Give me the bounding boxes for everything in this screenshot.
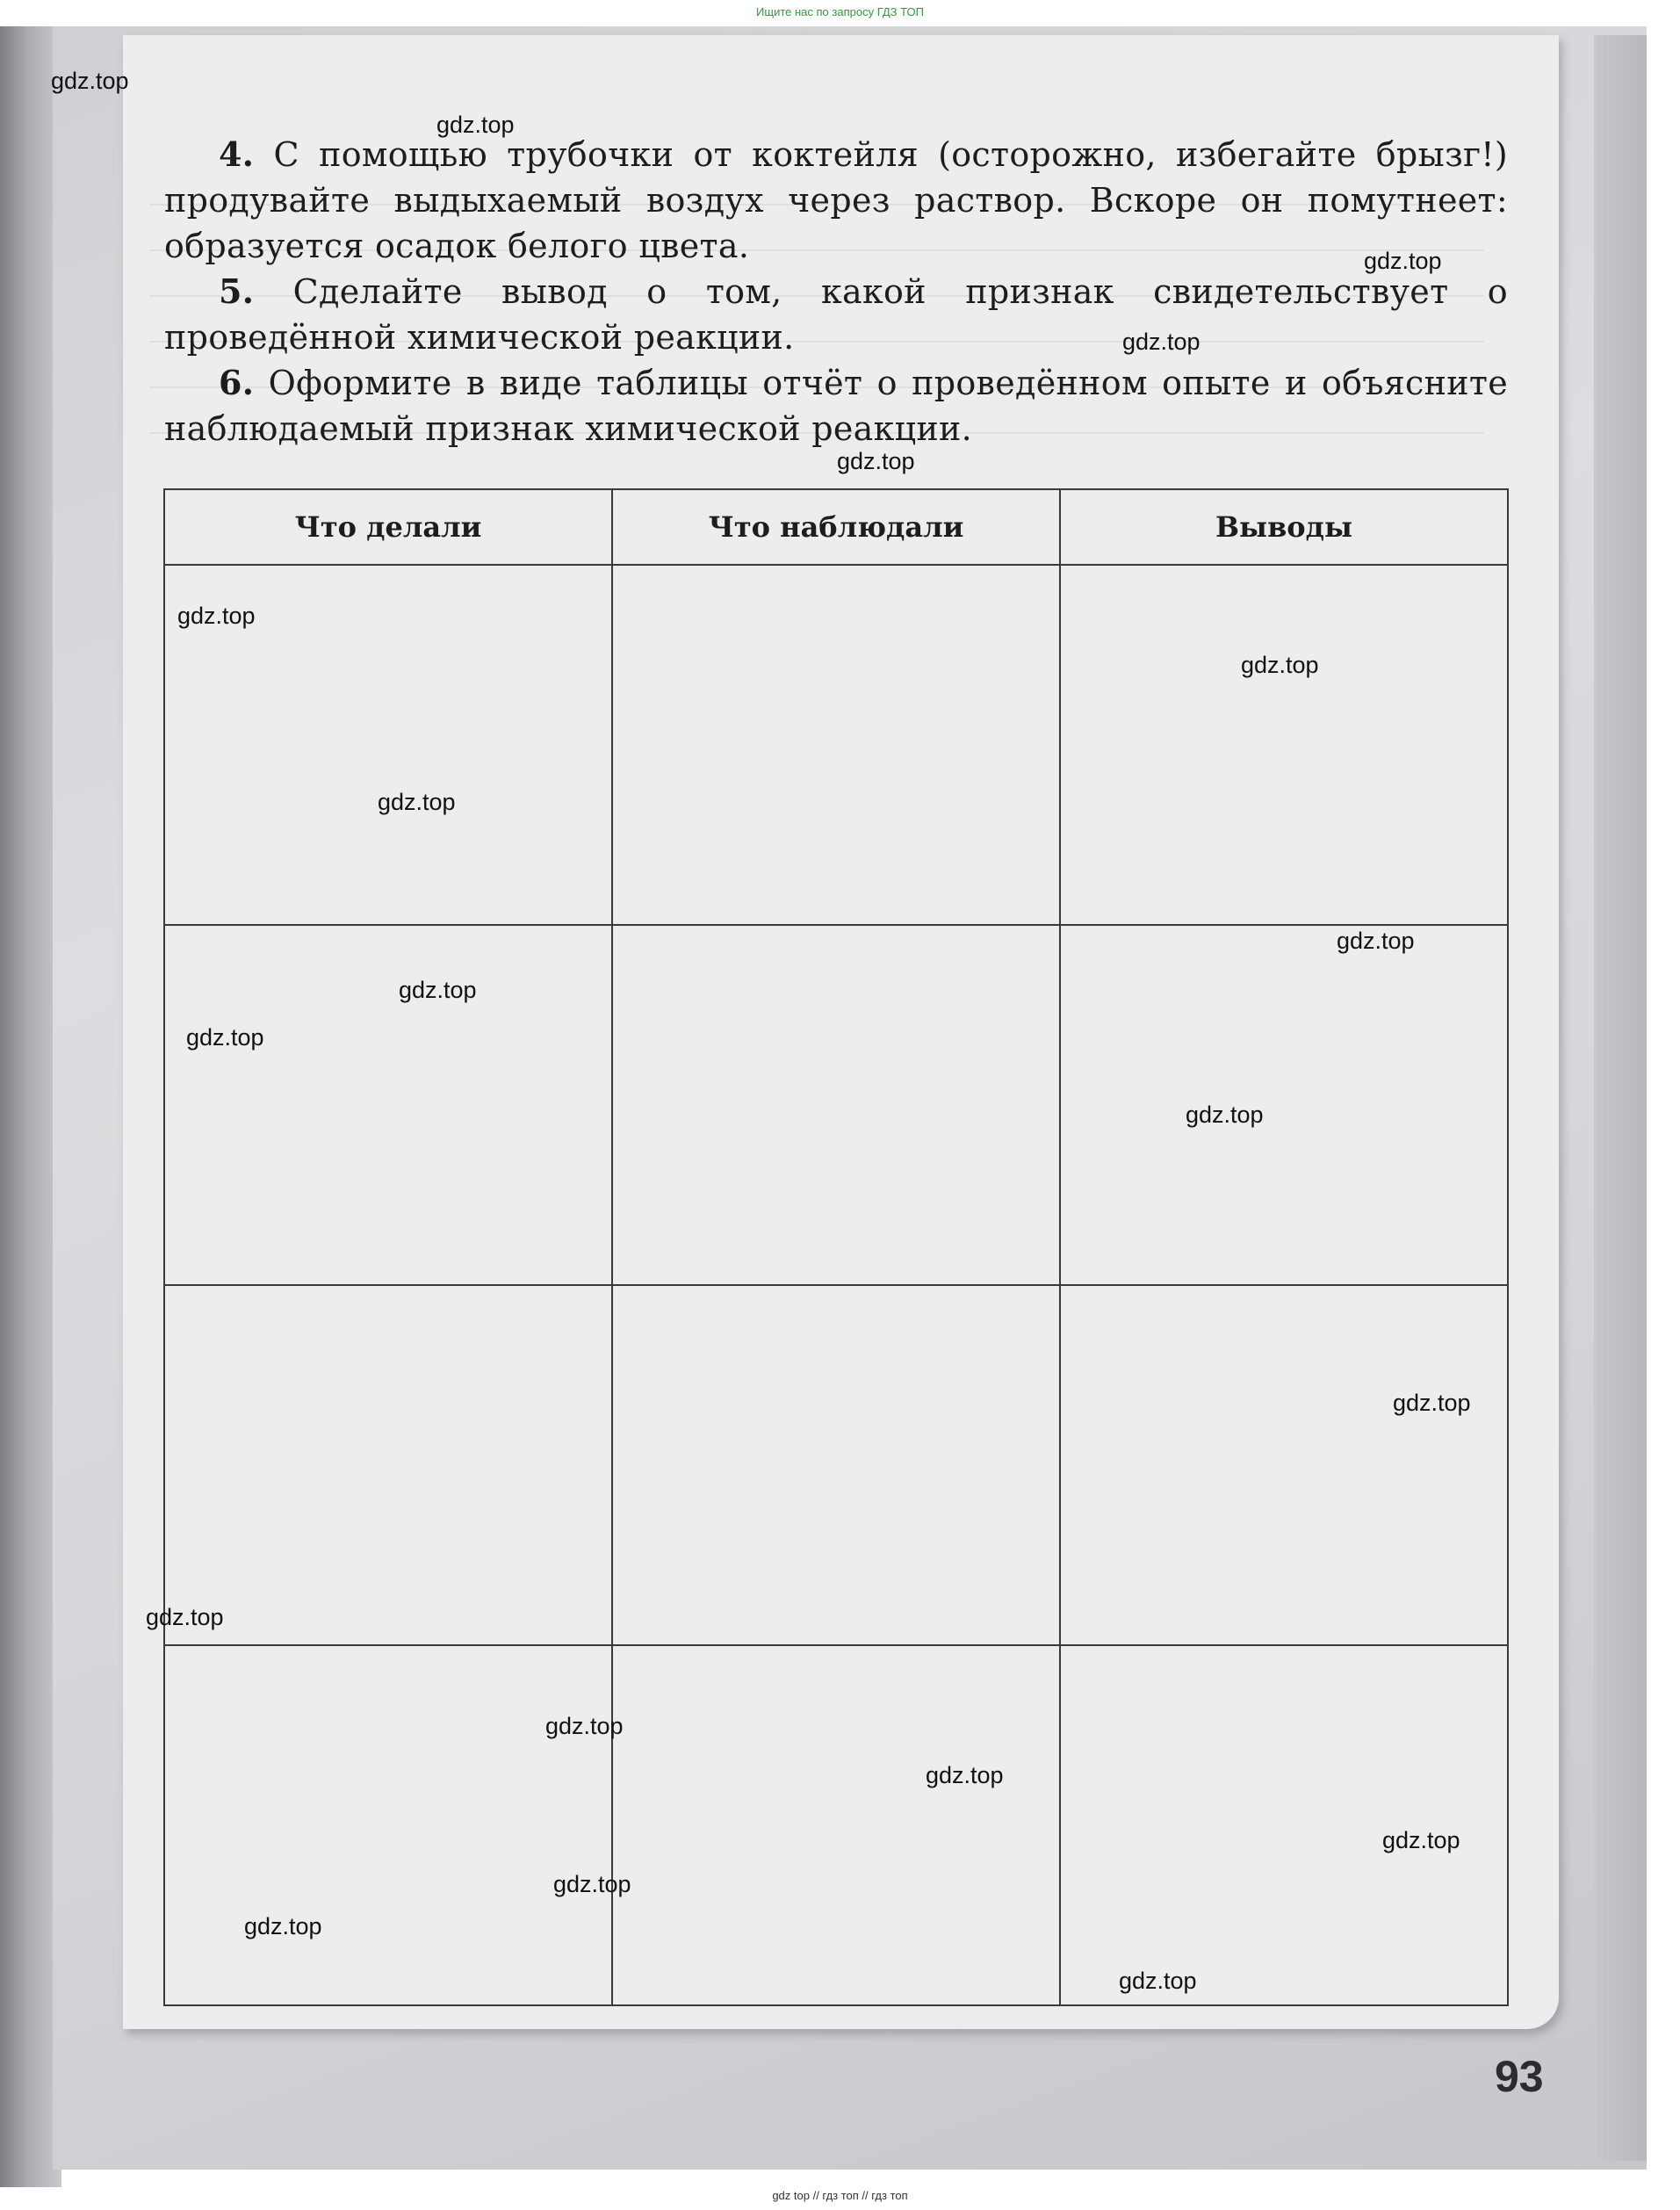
watermark: gdz.top — [1119, 1968, 1197, 1994]
watermark: gdz.top — [545, 1713, 624, 1739]
watermark: gdz.top — [1186, 1101, 1264, 1128]
watermark: gdz.top — [51, 68, 129, 94]
step-text: С помощью трубочки от коктейля (осторожно, избегайте брызг!) продувайте выдыхаемый воздух через раствор. Вскоре он помутнеет: образуется осадок белого цвета. — [164, 135, 1508, 265]
table-cell — [1060, 925, 1508, 1285]
watermark: gdz.top — [553, 1871, 631, 1897]
instructions-block — [164, 132, 1508, 451]
step-text: Оформите в виде таблицы отчёт о проведённом опыте и объясните наблюдаемый признак химической реакции. — [164, 364, 1508, 448]
instruction-step — [164, 360, 1508, 451]
bottom-banner[interactable]: gdz top // гдз топ // гдз топ — [772, 2189, 908, 2202]
table-row — [164, 925, 1508, 1285]
table-cell — [1060, 1285, 1508, 1645]
page-number: 93 — [1495, 2052, 1544, 2101]
table-cell — [612, 565, 1060, 925]
watermark: gdz.top — [186, 1024, 264, 1051]
watermark: gdz.top — [1241, 652, 1319, 678]
step-number: 4. — [219, 134, 255, 174]
table-cell — [1060, 1645, 1508, 2005]
table-cell — [164, 1285, 612, 1645]
table-cell — [612, 925, 1060, 1285]
table-row — [164, 1285, 1508, 1645]
watermark: gdz.top — [837, 448, 915, 474]
instruction-step — [164, 269, 1508, 360]
table-row — [164, 1645, 1508, 2005]
watermark: gdz.top — [1122, 329, 1201, 355]
top-banner[interactable]: Ищите нас по запросу ГДЗ ТОП — [756, 5, 924, 18]
watermark: gdz.top — [399, 977, 477, 1003]
page-edge-shadow — [1594, 35, 1647, 2161]
watermark: gdz.top — [177, 603, 256, 629]
watermark: gdz.top — [1393, 1390, 1471, 1416]
watermark: gdz.top — [926, 1762, 1004, 1788]
step-number: 6. — [219, 363, 255, 402]
table-row — [164, 565, 1508, 925]
table-cell — [1060, 565, 1508, 925]
watermark: gdz.top — [1337, 928, 1415, 954]
watermark: gdz.top — [244, 1913, 322, 1939]
instruction-step — [164, 132, 1508, 269]
watermark: gdz.top — [1382, 1827, 1460, 1853]
table-cell — [612, 1645, 1060, 2005]
table-cell — [164, 1645, 612, 2005]
table-cell — [164, 925, 612, 1285]
step-text: Сделайте вывод о том, какой признак свидетельствует о проведённой химической реакции. — [164, 272, 1508, 357]
watermark: gdz.top — [146, 1604, 224, 1630]
column-header-observations: Что наблюдали — [612, 489, 1060, 565]
watermark: gdz.top — [378, 789, 456, 815]
column-header-conclusions: Выводы — [1060, 489, 1508, 565]
watermark: gdz.top — [1364, 248, 1442, 274]
step-number: 5. — [219, 271, 255, 311]
watermark: gdz.top — [436, 112, 515, 138]
table-header-row — [164, 489, 1508, 565]
table-cell — [612, 1285, 1060, 1645]
report-table — [163, 488, 1509, 2006]
column-header-actions: Что делали — [164, 489, 612, 565]
